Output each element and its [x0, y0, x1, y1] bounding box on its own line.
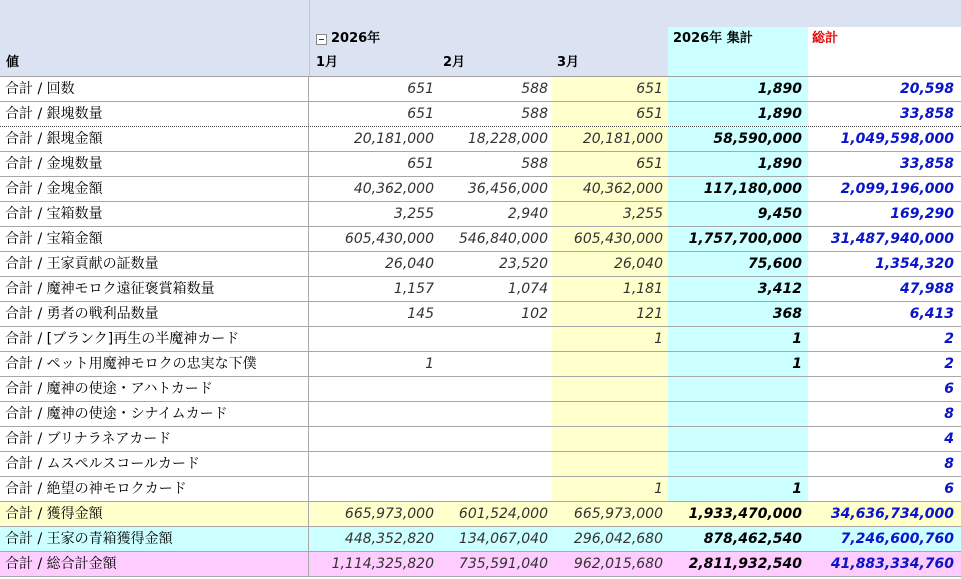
month-2-value-cell[interactable]: 735,591,040: [458, 556, 548, 572]
header-divider: [309, 0, 310, 77]
grand-total-value-cell[interactable]: 4: [808, 427, 961, 451]
subtotal-value-cell[interactable]: [668, 452, 808, 476]
month-3-value-cell[interactable]: 296,042,680: [552, 527, 668, 551]
grand-total-value-cell[interactable]: 8: [808, 452, 961, 476]
subtotal-value-cell[interactable]: 878,462,540: [668, 527, 808, 551]
row-label-cell[interactable]: 合計 / 総合計金額: [0, 552, 309, 576]
grand-total-value-cell[interactable]: 47,988: [808, 277, 961, 301]
row-label-cell[interactable]: 合計 / 魔神の使途・アハトカード: [0, 377, 309, 401]
grand-total-value-cell[interactable]: 8: [808, 402, 961, 426]
subtotal-value-cell[interactable]: 75,600: [668, 252, 808, 276]
month-3-value-cell[interactable]: 651: [552, 102, 668, 126]
grand-total-value-cell[interactable]: 6,413: [808, 302, 961, 326]
grand-total-value-cell[interactable]: 2,099,196,000: [808, 177, 961, 201]
table-row: [0, 477, 961, 502]
month-2-value-cell[interactable]: 102: [521, 306, 548, 322]
month-2-value-cell[interactable]: [438, 477, 552, 501]
values-field-label[interactable]: 値: [6, 55, 20, 70]
grand-total-value-cell[interactable]: 34,636,734,000: [808, 502, 961, 526]
month-1-value-cell[interactable]: [309, 452, 438, 476]
table-row: [0, 377, 961, 402]
subtotal-value-cell[interactable]: 1,757,700,000: [668, 227, 808, 251]
row-label-cell[interactable]: 合計 / 王家の青箱獲得金額: [0, 527, 309, 551]
grand-total-value-cell[interactable]: 169,290: [808, 202, 961, 226]
month-3-value-cell[interactable]: 26,040: [552, 252, 668, 276]
month-3-value-cell[interactable]: 40,362,000: [552, 177, 668, 201]
table-row: [0, 352, 961, 377]
subtotal-value-cell[interactable]: 1: [668, 352, 808, 376]
row-label-cell[interactable]: 合計 / 王家貢献の証数量: [0, 252, 309, 276]
table-row: [0, 527, 961, 552]
grand-total-value-cell[interactable]: 31,487,940,000: [808, 227, 961, 251]
month-1-value-cell[interactable]: 651: [407, 156, 434, 172]
subtotal-value-cell[interactable]: 58,590,000: [668, 127, 808, 151]
grand-total-value-cell[interactable]: 33,858: [808, 152, 961, 176]
pivot-header: [0, 0, 961, 77]
month-1-value-cell[interactable]: 20,181,000: [353, 131, 434, 147]
month-3-value-cell[interactable]: 121: [552, 302, 668, 326]
row-label-cell[interactable]: 合計 / 回数: [0, 77, 309, 101]
subtotal-value-cell[interactable]: 3,412: [668, 277, 808, 301]
month-3-value-cell[interactable]: 3,255: [552, 202, 668, 226]
month-1-value-cell[interactable]: [309, 477, 438, 501]
month-2-value-cell[interactable]: 601,524,000: [458, 506, 548, 522]
grand-total-value-cell[interactable]: 2: [808, 327, 961, 351]
month-3-value-cell[interactable]: 1,181: [552, 277, 668, 301]
table-row: [0, 502, 961, 527]
month-3-value-cell[interactable]: 651: [552, 152, 668, 176]
row-label-cell[interactable]: 合計 / 宝箱金額: [0, 227, 309, 251]
subtotal-value-cell[interactable]: 1,890: [668, 152, 808, 176]
month-2-value-cell[interactable]: 546,840,000: [458, 231, 548, 247]
month-2-value-cell[interactable]: [438, 402, 552, 426]
table-row: [0, 427, 961, 452]
grand-total-value-cell[interactable]: 7,246,600,760: [808, 527, 961, 551]
month-2-value-cell[interactable]: 18,228,000: [467, 131, 548, 147]
month-3-value-cell[interactable]: 962,015,680: [552, 552, 668, 576]
grand-total-value-cell[interactable]: 41,883,334,760: [808, 552, 961, 576]
subtotal-value-cell[interactable]: 1,890: [668, 102, 808, 126]
collapse-icon[interactable]: [316, 34, 327, 45]
month-1-value-cell[interactable]: [309, 327, 438, 351]
row-label-cell[interactable]: 合計 / ムスペルスコールカード: [0, 452, 309, 476]
month-header-3[interactable]: 3月: [557, 55, 580, 70]
row-label-cell[interactable]: 合計 / 金塊金額: [0, 177, 309, 201]
month-3-value-cell[interactable]: 1: [552, 477, 668, 501]
table-row: [0, 327, 961, 352]
month-1-value-cell[interactable]: 1,114,325,820: [331, 556, 434, 572]
row-label-cell[interactable]: 合計 / ペット用魔神モロクの忠実な下僕: [0, 352, 309, 376]
month-3-value-cell[interactable]: [552, 377, 668, 401]
month-3-value-cell[interactable]: 665,973,000: [552, 502, 668, 526]
month-3-value-cell[interactable]: 1: [552, 327, 668, 351]
month-2-value-cell[interactable]: 588: [521, 106, 548, 122]
table-row: [0, 102, 961, 127]
month-2-value-cell[interactable]: 588: [521, 156, 548, 172]
month-2-value-cell[interactable]: 1,074: [507, 281, 548, 297]
row-label-cell[interactable]: 合計 / 魔神の使途・シナイムカード: [0, 402, 309, 426]
grand-total-value-cell[interactable]: 33,858: [808, 102, 961, 126]
month-3-value-cell[interactable]: [552, 402, 668, 426]
subtotal-value-cell[interactable]: 2,811,932,540: [668, 552, 808, 576]
subtotal-value-cell[interactable]: 1: [668, 327, 808, 351]
grand-total-value-cell[interactable]: 2: [808, 352, 961, 376]
month-1-value-cell[interactable]: 1,157: [393, 281, 434, 297]
grand-total-value-cell[interactable]: 1,049,598,000: [808, 127, 961, 151]
year-group-header[interactable]: [316, 31, 380, 47]
month-2-value-cell[interactable]: [438, 452, 552, 476]
table-row: [0, 302, 961, 327]
month-1-value-cell[interactable]: 40,362,000: [353, 181, 434, 197]
month-header-2[interactable]: 2月: [443, 55, 466, 70]
table-row: [0, 552, 961, 577]
table-row: [0, 177, 961, 202]
row-label-cell[interactable]: 合計 / 絶望の神モロクカード: [0, 477, 309, 501]
row-label-cell[interactable]: 合計 / 宝箱数量: [0, 202, 309, 226]
month-2-value-cell[interactable]: 134,067,040: [458, 531, 548, 547]
month-1-value-cell[interactable]: 665,973,000: [344, 506, 434, 522]
grand-total-value-cell[interactable]: 6: [808, 477, 961, 501]
month-1-value-cell[interactable]: 651: [407, 81, 434, 97]
row-label-cell[interactable]: 合計 / 銀塊数量: [0, 102, 309, 126]
table-row: [0, 227, 961, 252]
pivot-body: [0, 77, 961, 577]
grand-total-value-cell[interactable]: 1,354,320: [808, 252, 961, 276]
year-label: 2026年: [331, 31, 381, 46]
grand-total-value-cell[interactable]: 20,598: [808, 77, 961, 101]
row-label-cell[interactable]: 合計 / 獲得金額: [0, 502, 309, 526]
row-label-cell[interactable]: 合計 / [ブランク]再生の半魔神カード: [0, 327, 309, 351]
month-1-value-cell[interactable]: 1: [425, 356, 434, 372]
subtotal-value-cell[interactable]: [668, 377, 808, 401]
subtotal-value-cell[interactable]: 1,933,470,000: [668, 502, 808, 526]
subtotal-value-cell[interactable]: 1,890: [668, 77, 808, 101]
row-label-cell[interactable]: 合計 / 銀塊金額: [0, 127, 309, 151]
month-header-1[interactable]: 1月: [316, 55, 339, 70]
month-1-value-cell[interactable]: 3,255: [393, 206, 434, 222]
row-label-cell[interactable]: 合計 / 魔神モロク遠征褒賞箱数量: [0, 277, 309, 301]
subtotal-value-cell[interactable]: 117,180,000: [668, 177, 808, 201]
month-1-value-cell[interactable]: [309, 427, 438, 451]
month-2-value-cell[interactable]: 2,940: [507, 206, 548, 222]
month-2-value-cell[interactable]: 23,520: [499, 256, 548, 272]
row-label-cell[interactable]: 合計 / ブリナラネアカード: [0, 427, 309, 451]
month-1-value-cell[interactable]: 448,352,820: [344, 531, 434, 547]
table-row: [0, 127, 961, 152]
month-1-value-cell[interactable]: [309, 402, 438, 426]
month-3-value-cell[interactable]: 20,181,000: [552, 127, 668, 151]
month-1-value-cell[interactable]: 651: [407, 106, 434, 122]
month-3-value-cell[interactable]: [552, 427, 668, 451]
subtotal-value-cell[interactable]: 1: [668, 477, 808, 501]
table-row: [0, 152, 961, 177]
table-row: [0, 452, 961, 477]
month-2-value-cell[interactable]: [438, 377, 552, 401]
month-1-value-cell[interactable]: 145: [407, 306, 434, 322]
month-3-value-cell[interactable]: [552, 352, 668, 376]
row-label-cell[interactable]: 合計 / 金塊数量: [0, 152, 309, 176]
month-2-value-cell[interactable]: [438, 352, 552, 376]
table-row: [0, 202, 961, 227]
month-2-value-cell[interactable]: [438, 327, 552, 351]
grand-total-value-cell[interactable]: 6: [808, 377, 961, 401]
table-row: [0, 252, 961, 277]
row-label-cell[interactable]: 合計 / 勇者の戦利品数量: [0, 302, 309, 326]
table-row: [0, 277, 961, 302]
table-row: [0, 402, 961, 427]
subtotal-value-cell[interactable]: [668, 427, 808, 451]
subtotal-value-cell[interactable]: [668, 402, 808, 426]
month-3-value-cell[interactable]: [552, 452, 668, 476]
table-row: [0, 77, 961, 102]
month-3-value-cell[interactable]: 605,430,000: [552, 227, 668, 251]
month-2-value-cell[interactable]: [438, 427, 552, 451]
subtotal-value-cell[interactable]: 9,450: [668, 202, 808, 226]
month-1-value-cell[interactable]: 605,430,000: [344, 231, 434, 247]
month-3-value-cell[interactable]: 651: [552, 77, 668, 101]
month-2-value-cell[interactable]: 36,456,000: [467, 181, 548, 197]
month-2-value-cell[interactable]: 588: [521, 81, 548, 97]
subtotal-value-cell[interactable]: 368: [668, 302, 808, 326]
subtotal-header-label: 2026年 集計: [673, 31, 753, 46]
grand-total-header-label: 総計: [812, 31, 839, 46]
month-1-value-cell[interactable]: [309, 377, 438, 401]
month-1-value-cell[interactable]: 26,040: [385, 256, 434, 272]
